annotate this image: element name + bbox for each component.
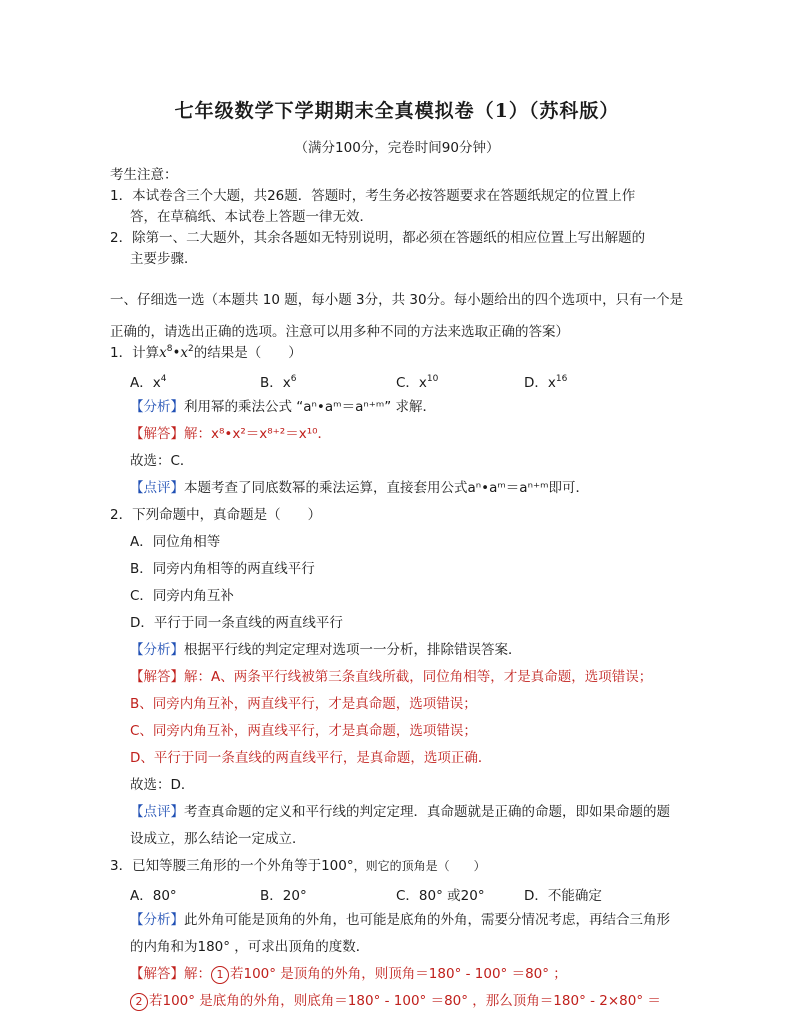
circled-number-1: 1 [211,966,229,984]
q1-stem: 1．计算$x^8•x^2$的结果是（ ） [110,344,302,361]
q2-option-a: A．同位角相等 [130,534,221,550]
q3-option-b: B．20° [260,888,307,904]
q3-analysis-line1: 【分析】此外角可能是顶角的外角，也可能是底角的外角，需要分情况考虑，再结合三角形 [130,912,670,928]
q1-option-c: C．$x^{10}$ [396,374,439,391]
section-heading-line2: 正确的，请选出正确的选项。注意可以用多种不同的方法来选取正确的答案） [110,324,569,340]
q1-option-b: B．$x^6$ [260,374,297,391]
q2-option-b: B．同旁内角相等的两直线平行 [130,561,315,577]
notice-item-2-cont: 主要步骤． [130,251,198,267]
q1-option-d: D．$x^{16}$ [524,374,568,391]
q2-choice: 故选：D． [130,777,195,793]
q3-option-d: D．不能确定 [524,888,602,904]
q1-comment: 【点评】本题考查了同底数幂的乘法运算，直接套用公式aⁿ•aᵐ＝aⁿ⁺ᵐ即可． [130,480,589,496]
q1-answer: 【解答】解：x⁸•x²＝x⁸⁺²＝x¹⁰． [130,426,332,442]
circled-number-2: 2 [130,993,148,1011]
q3-option-c: C．80° 或20° [396,888,485,904]
q2-comment-line1: 【点评】考查真命题的定义和平行线的判定定理．真命题就是正确的命题，即如果命题的题 [130,804,670,820]
page-subtitle: （满分100分，完卷时间90分钟） [294,140,500,156]
q1-analysis: 【分析】利用幂的乘法公式 “aⁿ•aᵐ＝aⁿ⁺ᵐ” 求解． [130,399,437,415]
notice-item-2: 2．除第一、二大题外，其余各题如无特别说明，都必须在答题纸的相应位置上写出解题的 [110,230,646,246]
q2-option-c: C．同旁内角互补 [130,588,234,604]
notice-item-1: 1．本试卷含三个大题，共26题．答题时，考生务必按答题要求在答题纸规定的位置上作 [110,188,636,204]
q3-option-a: A．80° [130,888,177,904]
q2-answer-line1: 【解答】解：A、两条平行线被第三条直线所截，同位角相等，才是真命题，选项错误； [130,669,653,685]
q3-analysis-line2: 的内角和为180° ，可求出顶角的度数． [130,939,370,955]
q3-answer-line1: 【解答】解： 1 若100° 是顶角的外角，则顶角＝180° - 100° ＝80° ； [130,966,567,982]
notice-item-1-cont: 答，在草稿纸、本试卷上答题一律无效． [130,209,373,225]
q2-analysis: 【分析】根据平行线的判定定理对选项一一分析，排除错误答案． [130,642,522,658]
q3-stem: 3．已知等腰三角形的一个外角等于100°，则它的顶角是（ ） [110,858,486,874]
q2-answer-line2: B、同旁内角互补，两直线平行，才是真命题，选项错误； [130,696,477,712]
q2-stem: 2．下列命题中，真命题是（ ） [110,507,322,523]
q2-option-d: D．平行于同一条直线的两直线平行 [130,615,343,631]
notice-heading: 考生注意： [110,167,178,183]
q3-answer-line2: 2 若100° 是底角的外角，则底角＝180° - 100° ＝80° ，那么顶角＝180° - 2×80° ＝ [130,992,661,1011]
section-heading-line1: 一、仔细选一选（本题共 10 题，每小题 3分，共 30分。每小题给出的四个选项中，只有一个是 [110,292,684,308]
q2-answer-line4: D、平行于同一条直线的两直线平行，是真命题，选项正确． [130,750,492,766]
page-title: 七年级数学下学期期末全真模拟卷（1）（苏科版） [174,100,620,122]
q2-answer-line3: C、同旁内角互补，两直线平行，才是真命题，选项错误； [130,723,477,739]
q1-option-a: A．$x^4$ [130,374,167,391]
q1-choice: 故选：C． [130,453,194,469]
q2-comment-line2: 设成立，那么结论一定成立． [130,831,306,847]
